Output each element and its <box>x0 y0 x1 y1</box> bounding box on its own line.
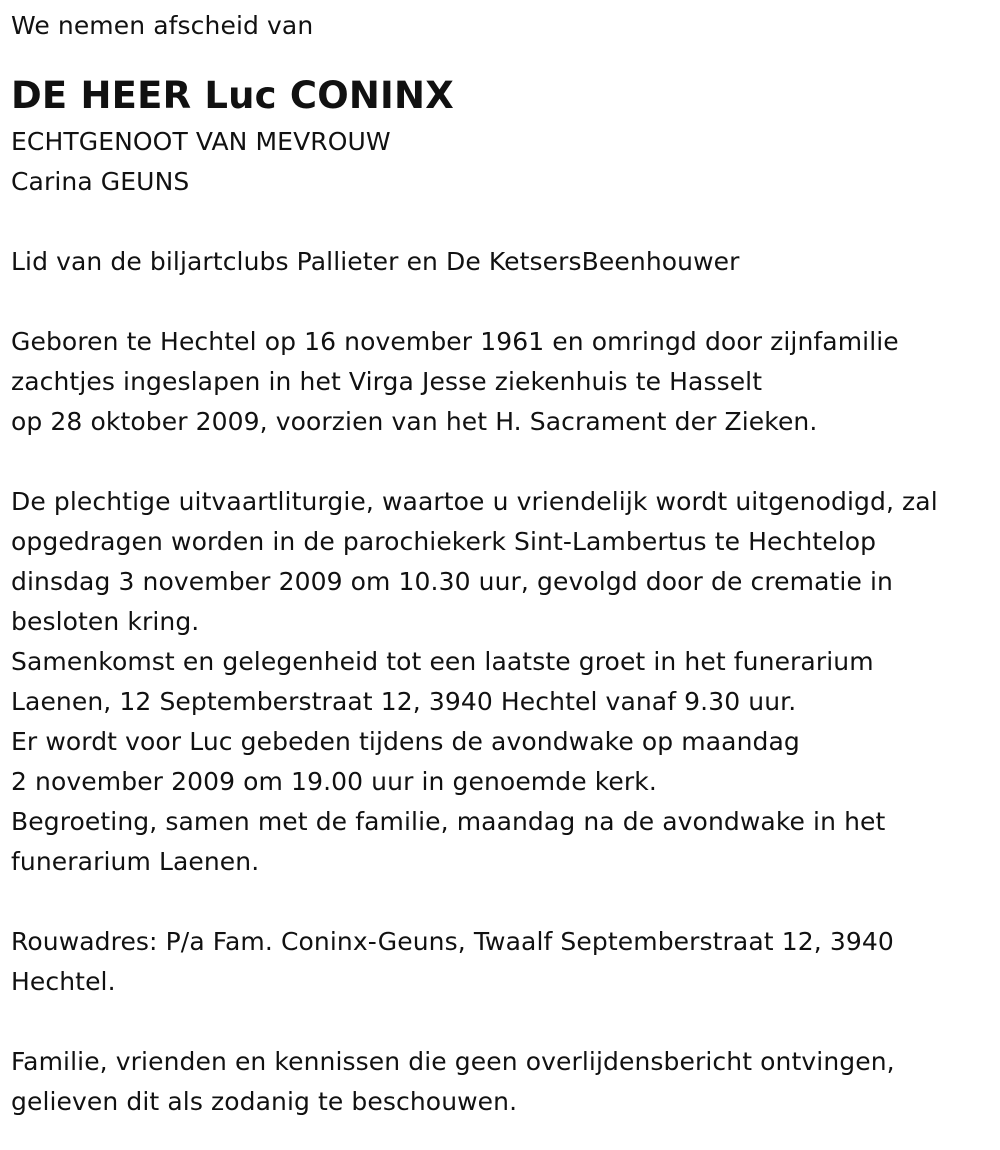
address-line: Hechtel. <box>11 967 116 996</box>
funeral-line: Laenen, 12 Septemberstraat 12, 3940 Hechtel vanaf 9.30 uur. <box>11 687 797 716</box>
funeral-line: De plechtige uitvaartliturgie, waartoe u vriendelijk wordt uitgenodigd, zal <box>11 487 938 516</box>
spacer <box>11 202 996 242</box>
membership-text: Lid van de biljartclubs Pallieter en De KetsersBeenhouwer <box>11 247 740 276</box>
address-line: Rouwadres: P/a Fam. Coninx-Geuns, Twaalf Septemberstraat 12, 3940 <box>11 927 894 956</box>
spacer <box>11 442 996 482</box>
spouse-name: Carina GEUNS <box>11 167 190 196</box>
funeral-line: Samenkomst en gelegenheid tot een laatste groet in het funerarium <box>11 647 874 676</box>
funeral-line: besloten kring. <box>11 607 200 636</box>
funeral-line: opgedragen worden in de parochiekerk Sint-Lambertus te Hechtelop <box>11 527 877 556</box>
spacer <box>11 1002 996 1042</box>
funeral-line: Er wordt voor Luc gebeden tijdens de avondwake op maandag <box>11 727 800 756</box>
birth-death-line: op 28 oktober 2009, voorzien van het H. Sacrament der Zieken. <box>11 407 818 436</box>
funeral-line: Begroeting, samen met de familie, maandag na de avondwake in het <box>11 807 886 836</box>
spacer <box>11 882 996 922</box>
death-notice <box>11 6 996 1122</box>
funeral-line: dinsdag 3 november 2009 om 10.30 uur, gevolgd door de crematie in <box>11 567 893 596</box>
funeral-line: 2 november 2009 om 19.00 uur in genoemde kerk. <box>11 767 657 796</box>
closing-line: gelieven dit als zodanig te beschouwen. <box>11 1087 518 1116</box>
closing-line: Familie, vrienden en kennissen die geen overlijdensbericht ontvingen, <box>11 1047 895 1076</box>
deceased-name: DE HEER Luc CONINX <box>11 74 454 117</box>
spacer <box>11 282 996 322</box>
spacer <box>11 46 996 70</box>
spouse-title: ECHTGENOOT VAN MEVROUW <box>11 127 391 156</box>
birth-death-line: zachtjes ingeslapen in het Virga Jesse ziekenhuis te Hasselt <box>11 367 763 396</box>
intro-text: We nemen afscheid van <box>11 11 314 40</box>
funeral-line: funerarium Laenen. <box>11 847 260 876</box>
birth-death-line: Geboren te Hechtel op 16 november 1961 en omringd door zijnfamilie <box>11 327 899 356</box>
